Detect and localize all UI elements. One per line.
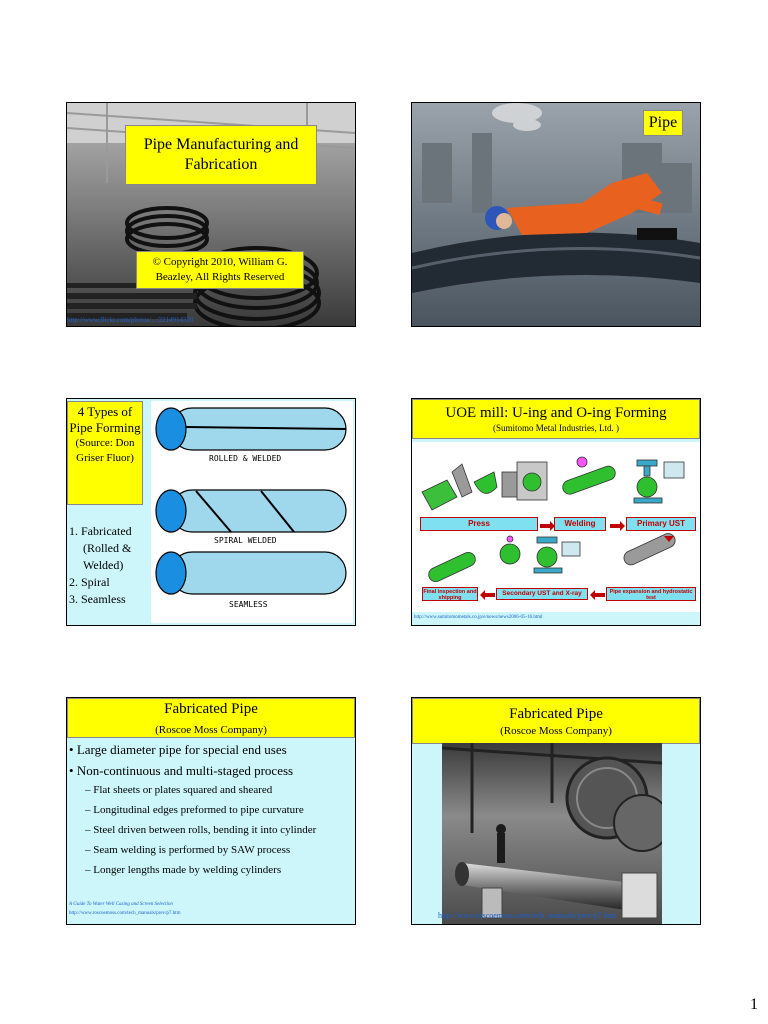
step-expansion: Pipe expansion and hydrostatic test: [606, 587, 696, 601]
slide-4-title: UOE mill: U-ing and O-ing Forming: [445, 405, 667, 421]
slide-4-source-link[interactable]: http://www.sumitomometals.co.jp/e/news/news2006-05-16.html: [414, 615, 543, 620]
page-number: 1: [750, 996, 758, 1013]
list-item: 1. Fabricated (Rolled & Welded): [69, 524, 132, 572]
slide-4-title-box: [412, 399, 700, 439]
bullet-text: Non-continuous and multi-staged process: [76, 763, 294, 778]
slide-1-source-link[interactable]: http://www.flickr.com/photos/.../2214914320: [67, 316, 194, 324]
step-press: Press: [420, 517, 538, 531]
list-item: 2. Spiral: [69, 575, 110, 589]
slide-3-title-box: [67, 401, 143, 505]
pipe-forming-diagram: [151, 401, 353, 623]
slide-2: [411, 102, 701, 327]
slide-2-title-box: [643, 110, 683, 136]
sub-bullet-item: – Longitudinal edges preformed to pipe curvature: [85, 804, 304, 816]
slide-5-subtitle: (Roscoe Moss Company): [155, 724, 267, 736]
slide-5-title: Fabricated Pipe: [164, 701, 258, 717]
bullet-item: • Non-continuous and multi-staged process: [69, 763, 294, 778]
step-primary-ust: Primary UST: [626, 517, 696, 531]
step-welding: Welding: [554, 517, 606, 531]
step-secondary-ust: Secondary UST and X-ray: [496, 588, 588, 600]
pipe-diagram-svg: [151, 401, 353, 623]
sub-bullet-text: Longitudinal edges preformed to pipe curvature: [93, 804, 304, 816]
sub-bullet-item: – Flat sheets or plates squared and sheared: [85, 784, 273, 796]
step-final-inspection: Final inspection and shipping: [423, 589, 477, 601]
bullet-item: • Large diameter pipe for special end uses: [69, 742, 287, 757]
label-seamless: SEAMLESS: [229, 600, 268, 609]
slide-4-subtitle: (Sumitomo Metal Industries, Ltd. ): [493, 423, 619, 433]
slide-5-source-link[interactable]: http://www.roscoemoss.com/tech_manuals/prev/p7.htm: [69, 911, 181, 916]
pipe-types-list: [69, 523, 149, 608]
copyright-text: © Copyright 2010, William G. Beazley, All Rights Reserved: [152, 256, 288, 283]
label-spiral-welded: SPIRAL WELDED: [214, 536, 277, 545]
slide-5-title-box: [67, 698, 355, 738]
sub-bullet-text: Flat sheets or plates squared and sheared: [93, 784, 273, 796]
sub-bullet-text: Seam welding is performed by SAW process: [93, 844, 291, 856]
slide-3: [66, 398, 356, 626]
bullet-text: Large diameter pipe for special end uses: [76, 742, 287, 757]
slide-5-credit: A Guide To Water Well Casing and Screen Selection: [69, 902, 173, 907]
slide-1-copyright-box: [136, 251, 304, 289]
slide-6-title-box: [412, 698, 700, 744]
slide-2-title: Pipe: [648, 114, 678, 131]
uoe-process-diagram: [412, 442, 700, 612]
pipe-rolling-mill-photo: [442, 743, 662, 925]
slide-5: [66, 697, 356, 925]
slide-6-source-link[interactable]: http://www.roscoemoss.com/tech_manuals/prev/p7.htm: [438, 911, 617, 920]
slide-4: [411, 398, 701, 626]
slide-3-source: (Source: Don Griser Fluor): [75, 437, 135, 464]
list-item: 3. Seamless: [69, 592, 126, 606]
sub-bullet-item: – Seam welding is performed by SAW process: [85, 844, 291, 856]
slide-3-title: 4 Types of Pipe Forming: [69, 404, 141, 435]
slide-1-title: Pipe Manufacturing and Fabrication: [143, 136, 299, 173]
slide-5-body: [69, 741, 351, 879]
sub-bullet-text: Longer lengths made by welding cylinders: [93, 864, 282, 876]
worker-on-pipe-photo: [412, 103, 700, 326]
slide-1-title-box: [125, 125, 317, 185]
sub-bullet-text: Steel driven between rolls, bending it into cylinder: [93, 824, 317, 836]
sub-bullet-item: – Steel driven between rolls, bending it into cylinder: [85, 824, 317, 836]
slide-6: [411, 697, 701, 925]
slide-6-subtitle: (Roscoe Moss Company): [500, 725, 612, 737]
label-rolled-welded: ROLLED & WELDED: [209, 454, 282, 463]
slide-6-title: Fabricated Pipe: [509, 706, 603, 722]
slide-1: [66, 102, 356, 327]
sub-bullet-item: – Longer lengths made by welding cylinders: [85, 864, 282, 876]
